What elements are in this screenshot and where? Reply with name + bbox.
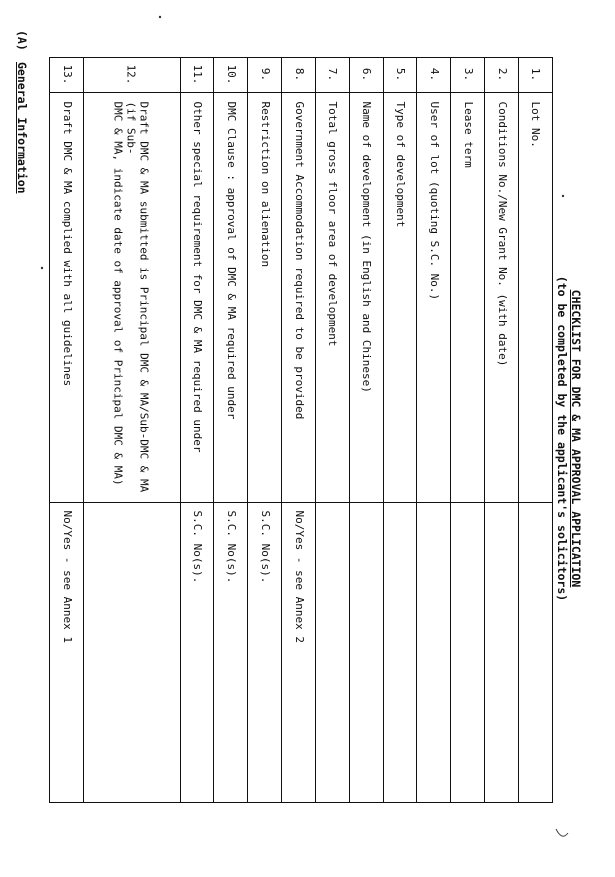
row-number: 5. — [383, 58, 417, 93]
row-item — [519, 93, 553, 503]
row-number: 8. — [282, 58, 316, 93]
row-item — [315, 93, 349, 503]
section-title: General Information — [15, 62, 29, 194]
row-item — [50, 93, 84, 503]
row-item-text: Total gross floor area of development — [325, 102, 339, 348]
row-item — [349, 93, 383, 503]
section-number: (A) — [15, 30, 29, 51]
table-row — [315, 58, 349, 803]
row-item-text: Other special requirement for DMC & MA required under — [190, 102, 204, 453]
row-item-text: Restriction on alienation — [258, 102, 272, 268]
row-response[interactable] — [519, 503, 553, 803]
document-title: CHECKLIST FOR DMC & MA APPROVAL APPLICATION — [569, 289, 583, 588]
row-response[interactable] — [383, 503, 417, 803]
table-row — [485, 58, 519, 803]
row-item-text: Draft DMC & MA complied with all guidelines — [59, 102, 73, 387]
row-response[interactable] — [417, 503, 451, 803]
table-row — [383, 58, 417, 803]
row-number: 10. — [214, 58, 248, 93]
row-number: 6. — [349, 58, 383, 93]
table-row — [50, 58, 84, 803]
row-item-text: Name of development (in English and Chinese) — [359, 102, 373, 394]
row-item-text: User of lot (quoting S.C. No.) — [427, 102, 441, 301]
row-item-text: Draft DMC & MA submitted is Principal DMC & MA/Sub-DMC & MA (if Sub- DMC & MA, indicate date of approval of Principal DMC & MA) — [112, 102, 152, 493]
row-item-text: Conditions No./New Grant No. (with date) — [495, 102, 509, 367]
row-item — [248, 93, 282, 503]
row-item — [83, 93, 180, 503]
row-number: 13. — [50, 58, 84, 93]
table-row — [248, 58, 282, 803]
row-item — [214, 93, 248, 503]
checklist-table — [49, 57, 553, 803]
speck — [41, 267, 43, 269]
row-item-text: Lot No. — [529, 102, 542, 149]
table-row — [417, 58, 451, 803]
table-row — [451, 58, 485, 803]
row-number: 3. — [451, 58, 485, 93]
row-number: 4. — [417, 58, 451, 93]
row-item-text: Government Accommodation required to be provided — [292, 102, 306, 420]
row-item — [485, 93, 519, 503]
row-number: 7. — [315, 58, 349, 93]
row-number: 11. — [180, 58, 214, 93]
row-item — [451, 93, 485, 503]
row-item — [282, 93, 316, 503]
row-item — [180, 93, 214, 503]
row-response[interactable] — [83, 503, 180, 803]
row-item — [417, 93, 451, 503]
table-row — [83, 58, 180, 803]
table-row — [180, 58, 214, 803]
document-subtitle: (to be completed by the applicant's solicitors) — [555, 275, 569, 602]
speck — [159, 16, 161, 18]
row-number: 9. — [248, 58, 282, 93]
table-row — [282, 58, 316, 803]
row-response[interactable]: No/Yes - see Annex 2 — [282, 503, 316, 803]
row-item-text: Lease term — [461, 102, 475, 169]
row-response[interactable] — [485, 503, 519, 803]
row-response[interactable]: S.C. No(s). — [248, 503, 282, 803]
row-number: 2. — [485, 58, 519, 93]
row-number: 1. — [519, 58, 553, 93]
row-response[interactable] — [315, 503, 349, 803]
row-response[interactable] — [451, 503, 485, 803]
row-number: 12. — [83, 58, 180, 93]
row-item-text: DMC Clause : approval of DMC & MA required under — [224, 102, 238, 420]
row-item — [383, 93, 417, 503]
table-row — [519, 58, 553, 803]
title-block — [555, 0, 583, 877]
row-item-text: Type of development — [393, 102, 407, 228]
row-response[interactable] — [349, 503, 383, 803]
table-row — [349, 58, 383, 803]
row-response[interactable]: S.C. No(s). — [214, 503, 248, 803]
table-row — [214, 58, 248, 803]
row-response[interactable]: No/Yes - see Annex 1 — [50, 503, 84, 803]
row-response[interactable]: S.C. No(s). — [180, 503, 214, 803]
